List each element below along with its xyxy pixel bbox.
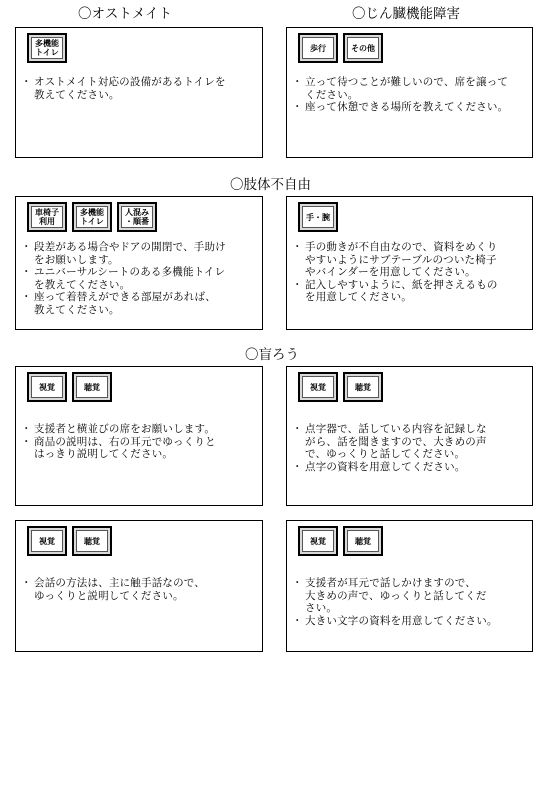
- category-key-button: [298, 33, 338, 63]
- request-item-line: ・ 記入しやすいように、紙を押さえるもの: [305, 278, 498, 291]
- request-item-line: ・ 支援者が耳元で話しかけますので、: [305, 577, 476, 589]
- request-item-line: ・ 商品の説明は、右の耳元でゆっくりと: [34, 435, 216, 448]
- request-item-line: はっきり説明してください。: [34, 448, 174, 460]
- request-item-line: やすいようにサブテーブルのついた椅子: [305, 253, 497, 266]
- heading-kidney: 〇じん臓機能障害: [352, 6, 460, 22]
- request-item: [294, 615, 526, 628]
- request-item: [294, 101, 526, 114]
- request-item-line: で、ゆっくりと話してください。: [305, 448, 466, 460]
- category-key-button: [27, 372, 67, 402]
- heading-limb: 〇肢体不自由: [230, 177, 311, 193]
- request-item-line: 教えてください。: [34, 88, 120, 101]
- request-item-line: ・ 段差がある場合やドアの開閉で、手助け: [34, 241, 226, 253]
- card-button-row: [298, 526, 383, 556]
- request-item: [294, 279, 526, 304]
- request-item-line: ・ 立って待つことが難しいので、席を譲って: [305, 76, 509, 88]
- request-item-line: 大きめの声で、ゆっくりと話してくだ: [305, 589, 487, 602]
- request-item: [294, 423, 526, 461]
- card-limb-hand: [286, 196, 533, 330]
- request-item: [23, 76, 256, 101]
- card-button-row: [27, 526, 112, 556]
- request-list: [294, 423, 526, 473]
- card-kidney: [286, 27, 533, 158]
- request-item: [23, 436, 256, 461]
- card-deafblind-tactile: [15, 520, 263, 652]
- category-key-label: 多機能 トイレ: [31, 37, 63, 59]
- request-item-line: ・ 大きい文字の資料を用意してください。: [305, 614, 498, 627]
- request-item-line: ください。: [305, 88, 359, 101]
- category-key-button: [298, 526, 338, 556]
- category-key-button: [27, 202, 67, 232]
- request-item: [294, 461, 526, 474]
- category-key-button: [27, 33, 67, 63]
- request-item-line: ・ 点字器で、話している内容を記録しな: [305, 423, 487, 435]
- card-button-row: [27, 202, 157, 232]
- request-list: [23, 241, 256, 316]
- category-key-label: 視覚: [302, 530, 334, 552]
- category-key-label: 視覚: [302, 376, 334, 398]
- request-item: [23, 577, 256, 602]
- card-button-row: [298, 33, 383, 63]
- request-item-line: ・ 座って着替えができる部屋があれば、: [34, 291, 216, 303]
- request-item: [294, 241, 526, 279]
- category-key-label: 視覚: [31, 376, 63, 398]
- category-key-button: [343, 33, 383, 63]
- request-item-line: さい。: [305, 602, 338, 614]
- request-list: [23, 76, 256, 101]
- card-button-row: [298, 202, 338, 232]
- request-item: [294, 577, 526, 615]
- category-key-label: その他: [347, 37, 379, 59]
- request-list: [294, 76, 526, 114]
- category-key-label: 聴覚: [76, 530, 108, 552]
- request-item: [23, 241, 256, 266]
- category-key-button: [343, 526, 383, 556]
- category-key-button: [117, 202, 157, 232]
- category-key-label: 聴覚: [76, 376, 108, 398]
- request-item-line: を教えてください。: [34, 278, 131, 291]
- card-button-row: [27, 33, 67, 63]
- request-item-line: やバインダーを用意してください。: [305, 266, 476, 278]
- category-key-button: [27, 526, 67, 556]
- request-list: [294, 577, 526, 627]
- category-key-label: 多機能 トイレ: [76, 206, 108, 228]
- request-item-line: ・ 手の動きが不自由なので、資料をめくり: [305, 241, 498, 253]
- request-item-line: ・ ユニバーサルシートのある多機能トイレ: [34, 266, 226, 278]
- category-key-label: 手・腕: [302, 206, 334, 228]
- request-item-line: をお願いします。: [34, 253, 119, 266]
- request-item-line: ゆっくりと説明してください。: [34, 589, 184, 602]
- request-item: [23, 291, 256, 316]
- request-item-line: ・ オストメイト対応の設備があるトイレを: [34, 76, 226, 88]
- request-item-line: ・ 座って休憩できる場所を教えてください。: [305, 101, 509, 113]
- request-item-line: ・ 点字の資料を用意してください。: [305, 460, 466, 473]
- category-key-label: 聴覚: [347, 376, 379, 398]
- request-item-line: がら、話を聞きますので、大きめの声: [305, 435, 487, 448]
- card-limb-wheelchair: [15, 196, 263, 330]
- card-deafblind-seat: [15, 366, 263, 506]
- request-list: [23, 577, 256, 602]
- request-item: [23, 423, 256, 436]
- request-item: [294, 76, 526, 101]
- request-list: [23, 423, 256, 461]
- request-item-line: ・ 支援者と横並びの席をお願いします。: [34, 423, 216, 435]
- category-key-button: [72, 526, 112, 556]
- category-key-button: [298, 372, 338, 402]
- heading-deafblind: 〇盲ろう: [245, 347, 299, 363]
- category-key-label: 車椅子 利用: [31, 206, 63, 228]
- category-key-button: [343, 372, 383, 402]
- category-key-button: [72, 372, 112, 402]
- category-key-label: 歩行: [302, 37, 334, 59]
- category-key-button: [72, 202, 112, 232]
- category-key-button: [298, 202, 338, 232]
- request-item-line: 教えてください。: [34, 303, 120, 316]
- card-ostomate: [15, 27, 263, 158]
- request-item: [23, 266, 256, 291]
- card-button-row: [27, 372, 112, 402]
- card-deafblind-braille: [286, 366, 533, 506]
- request-item-line: を用意してください。: [305, 291, 412, 303]
- category-key-label: 視覚: [31, 530, 63, 552]
- request-item-line: ・ 会話の方法は、主に触手話なので、: [34, 577, 205, 589]
- request-list: [294, 241, 526, 304]
- category-key-label: 聴覚: [347, 530, 379, 552]
- category-key-label: 人混み ・順番: [121, 206, 153, 228]
- heading-ostomate: 〇オストメイト: [78, 6, 172, 22]
- card-button-row: [298, 372, 383, 402]
- card-deafblind-largeprint: [286, 520, 533, 652]
